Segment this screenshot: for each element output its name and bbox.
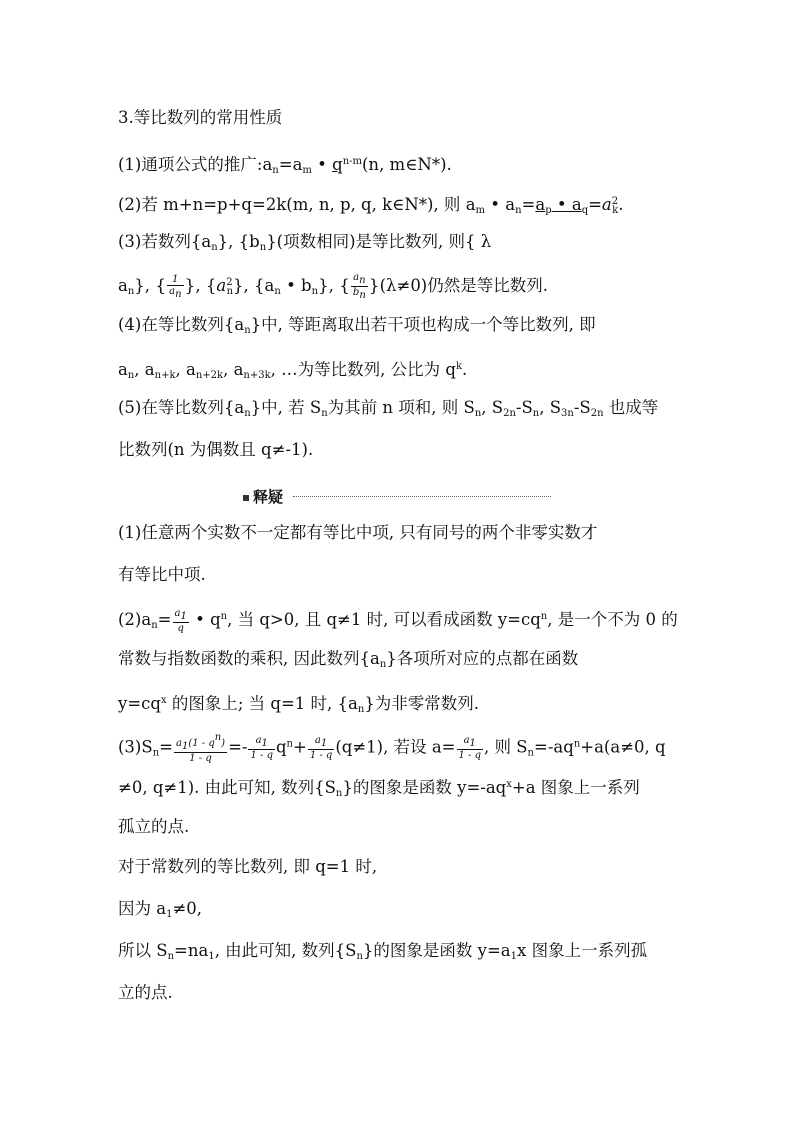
clarify-1-line2: 有等比中项. [118,565,206,584]
section-title: 释疑 [243,486,283,507]
property-5-line2: 比数列(n 为偶数且 q≠-1). [118,440,314,459]
property-4-line1: (4)在等比数列$\{a_n\}$中, 等距离取出若干项也构成一个等比数列, 即 [118,315,596,336]
property-1: (1)通项公式的推广$:a_n=a_m$ • $q^{n-m}(n$, m∈N*). [118,155,452,176]
clarify-4-line1: 对于常数列的等比数列, 即 q=1 时, [118,857,378,876]
property-3-line1: (3)若数列$\{a_n\}$, $\{b_n\}$(项数相同)是等比数列, 则{ λ [118,232,492,253]
clarify-4-line2: 因为 $a_1\ne 0$, [118,899,203,920]
clarify-3-line2: ≠0, q≠1). 由此可知, 数列$\{S_n\}$的图象是函数 $y=-aq^x+a$ 图象上一系列 [118,778,640,799]
heading: 3.等比数列的常用性质 [118,108,283,127]
clarify-1-line1: (1)任意两个实数不一定都有等比中项, 只有同号的两个非零实数才 [118,523,598,542]
clarify-3-line1: $(3)S_n=$ $\frac{a_1(1 - q^n)}{1 - q}$ =- $\frac{a_1}{1 - q}$ $q^n+$ $\frac{a_1}{1 - q}$ (q≠1), 若设 a= $\frac{a_1}{1 - q}$ , 则 $S_n=-aq^n+a(a\ne 0$, q [118,732,666,764]
property-3-line2: $a_n$}, { $\frac{1}{a_n}$ }, $\{a^2_n\}$, {$a_n$ • $b_n$}, { $\frac{a_n}{b_n}$ }(λ≠0)仍然是等比数列. [118,272,548,301]
property-4-line2: $a_n$, $a_{n+k}$, $a_{n+2k}$, $a_{n+3k}$, …为等比数列, 公比为 $q^k$. [118,360,468,381]
clarify-2-line3: $y=cq^x$ 的图象上; 当 q=1 时, $\{a_n\}$为非零常数列. [118,694,480,715]
clarify-3-line3: 孤立的点. [118,817,190,836]
property-2: (2)若 m+n=p+q=2k(m, n, p, q, k∈N*), 则 $a_m$ • $a_n=a_p$ • $a_q=a^2_k$. [118,195,624,216]
clarify-4-line4: 立的点. [118,983,173,1002]
clarify-2-line2: 常数与指数函数的乘积, 因此数列$\{a_n\}$各项所对应的点都在函数 [118,649,579,670]
clarify-2-line1: $(2)a_n=$ $\frac{a_1}{q}$ • $q^n$, 当 q>0, 且 q≠1 时, 可以看成函数 $y=cq^n$, 是一个不为 0 的 [118,607,678,634]
square-bullet-icon [243,495,249,501]
property-5-line1: (5)在等比数列$\{a_n\}$中, 若 $S_n$为其前 n 项和, 则 $S_n$, $S_{2n}-S_n$, $S_{3n}-S_{2n}$ 也成等 [118,398,659,419]
dotted-divider [293,496,551,497]
clarify-4-line3: 所以 $S_n=na_1$, 由此可知, 数列$\{S_n\}$的图象是函数 $y=a_1x$ 图象上一系列孤 [118,941,648,962]
